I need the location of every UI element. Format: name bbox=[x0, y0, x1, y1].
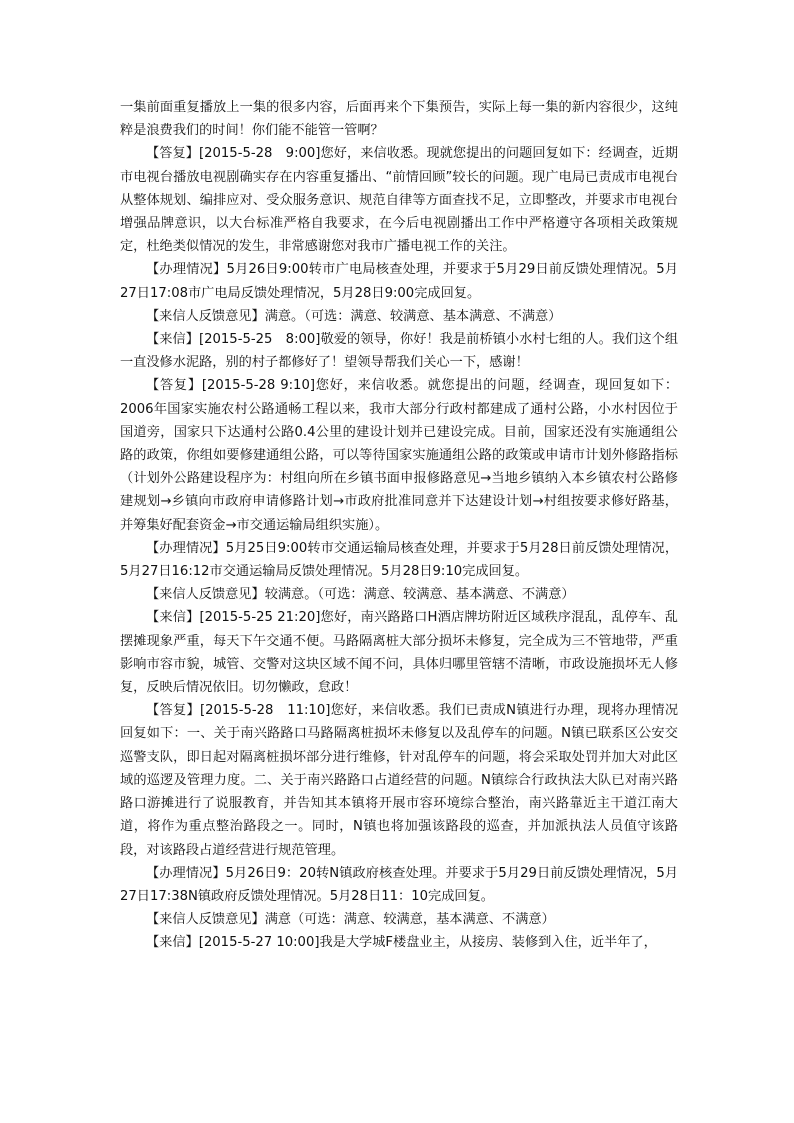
reply-label: 【答复】 bbox=[146, 378, 202, 394]
feedback-label: 【来信人反馈意见】 bbox=[146, 308, 265, 324]
paragraph-text: [2015-5-25 8:00]敬爱的领导，你好！我是前桥镇小水村七组的人。我们这个组一直没修水泥路，别的村子都修好了！望领导帮我们关心一下，感谢！ bbox=[120, 332, 679, 371]
paragraph-text: [2015-5-28 9:00]您好，来信收悉。现就您提出的问题回复如下：经调查，近期市电视台播放电视剧确实存在内容重复播出、“前情回顾”较长的问题。现广电局已责成市电视台从整体规划、编排应对、受众服务意识、规范自律等方面查找不足，立即整改，并要求市电视台增强品牌意识，以大台标准严格自我要求，在今后电视剧播出工作中严格遵守各项相关政策规定，杜绝类似情况的发生，非常感谢您对我市广播电视工作的关注。 bbox=[120, 146, 679, 255]
paragraph-text: 一集前面重复播放上一集的很多内容，后面再来个下集预告，实际上每一集的新内容很少，这纯粹是浪费我们的时间！你们能不能管一管啊？ bbox=[120, 100, 678, 139]
document-page bbox=[120, 96, 678, 955]
paragraph-text: 5月26日9：20转N镇政府核查处理。并要求于5月29日前反馈处理情况，5月27日17:38N镇政府反馈处理情况。5月28日11：10完成回复。 bbox=[120, 865, 679, 904]
letter-paragraph bbox=[120, 328, 678, 374]
letter-paragraph bbox=[120, 606, 678, 699]
feedback-label: 【来信人反馈意见】 bbox=[146, 912, 265, 928]
paragraph-text: 满意（可选：满意、较满意，基本满意、不满意） bbox=[264, 912, 555, 928]
paragraph-text: [2015-5-25 21:20]您好，南兴路路口H酒店牌坊附近区域秩序混乱，乱停车、乱摆摊现象严重，每天下午交通不便。马路隔离桩大部分损坏未修复，完全成为三不管地带，严重影响市容市貌，城管、交警对这块区域不闻不问，具体归哪里管辖不清晰，市政设施损坏无人修复，反映后情况依旧。切勿懒政，怠政！ bbox=[120, 610, 678, 696]
reply-paragraph bbox=[120, 374, 678, 536]
reply-paragraph bbox=[120, 699, 678, 861]
paragraph-text: 5月25日9:00转市交通运输局核查处理，并要求于5月28日前反馈处理情况，5月27日16:12市交通运输局反馈处理情况。5月28日9:10完成回复。 bbox=[120, 540, 679, 580]
letter-label: 【来信】 bbox=[146, 332, 199, 348]
paragraph-text: 5月26日9:00转市广电局核查处理，并要求于5月29日前反馈处理情况。5月27日17:08市广电局反馈处理情况，5月28日9:00完成回复。 bbox=[120, 262, 679, 301]
letter-continuation-paragraph bbox=[120, 96, 678, 142]
handling-status-paragraph bbox=[120, 258, 678, 304]
paragraph-text: 满意。（可选：满意、较满意、基本满意、不满意） bbox=[264, 308, 562, 324]
handling-status-label: 【办理情况】 bbox=[146, 262, 227, 278]
handling-status-paragraph bbox=[120, 862, 678, 908]
paragraph-text: [2015-5-28 11:10]您好，来信收悉。我们已责成N镇进行办理，现将办理情况回复如下：一、关于南兴路路口马路隔离桩损坏未修复以及乱停车的问题。N镇已联系区公安交巡警支队，即日起对隔离桩损坏部分进行维修，针对乱停车的问题，将会采取处罚并加大对此区域的巡逻及管理力度。二、关于南兴路路口占道经营的问题。N镇综合行政执法大队已对南兴路路口游摊进行了说服教育，并告知其本镇将开展市容环境综合整治，南兴路靠近主干道江南大道，将作为重点整治路段之一。同时，N镇也将加强该路段的巡查，并加派执法人员值守该路段，对该路段占道经营进行规范管理。 bbox=[120, 703, 679, 858]
feedback-label: 【来信人反馈意见】 bbox=[146, 587, 265, 603]
handling-status-label: 【办理情况】 bbox=[146, 540, 226, 556]
handling-status-paragraph bbox=[120, 537, 678, 583]
handling-status-label: 【办理情况】 bbox=[146, 865, 226, 881]
paragraph-text: [2015-5-28 9:10]您好，来信收悉。就您提出的问题，经调查，现回复如下：2006年国家实施农村公路通畅工程以来，我市大部分行政村都建成了通村公路，小水村因位于国道旁，国家只下达通村公路0.4公里的建设计划并已建设完成。目前，国家还没有实施通组公路的政策，你组如要修建通组公路，可以等待国家实施通组公路的政策或申请市计划外修路指标（计划外公路建设程序为：村组向所在乡镇书面申报修路意见→当地乡镇纳入本乡镇农村公路修建规划→乡镇向市政府申请修路计划→市政府批准同意并下达建设计划→村组按要求修好路基，并筹集好配套资金→市交通运输局组织实施）。 bbox=[120, 378, 679, 533]
feedback-paragraph bbox=[120, 908, 678, 931]
reply-label: 【答复】 bbox=[146, 703, 200, 719]
reply-label: 【答复】 bbox=[146, 146, 199, 162]
paragraph-text: [2015-5-27 10:00]我是大学城F楼盘业主，从接房、装修到入住，近半年了， bbox=[198, 935, 657, 951]
feedback-paragraph bbox=[120, 583, 678, 606]
feedback-paragraph bbox=[120, 305, 678, 328]
reply-paragraph bbox=[120, 142, 678, 258]
letter-label: 【来信】 bbox=[146, 935, 199, 951]
paragraph-text: 较满意。（可选：满意、较满意、基本满意、不满意） bbox=[264, 587, 575, 603]
letter-label: 【来信】 bbox=[146, 610, 200, 626]
letter-paragraph bbox=[120, 931, 678, 954]
